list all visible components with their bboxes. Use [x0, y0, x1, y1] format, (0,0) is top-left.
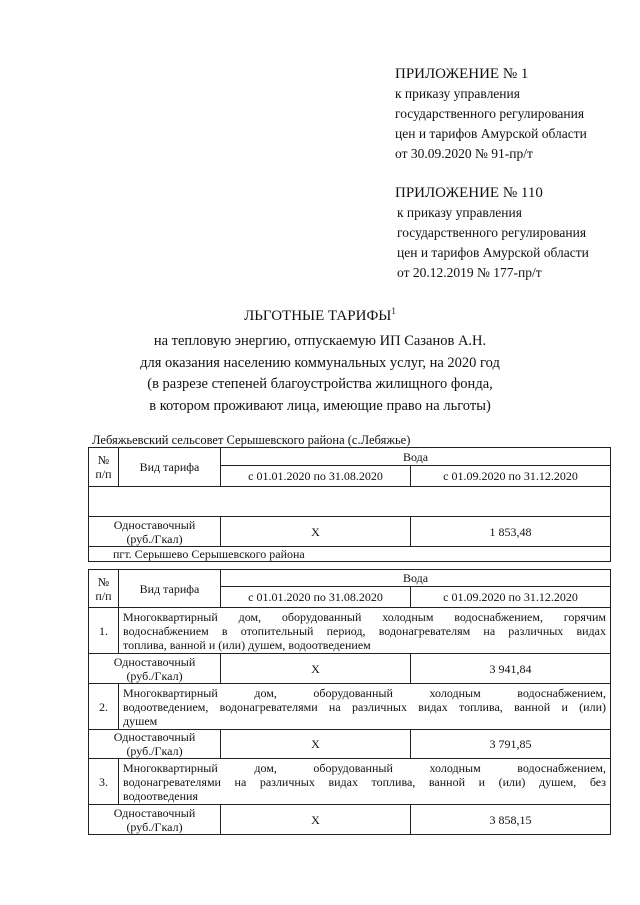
period1-value: Х: [221, 805, 411, 835]
period2-value: 1 853,48: [411, 517, 611, 547]
appendix-current: [395, 64, 587, 164]
table-row: [89, 805, 611, 835]
appendix-original-line: от 20.12.2019 № 177-пр/т: [397, 265, 542, 280]
tariff-type-cell: Одноставочный (руб./Гкал): [89, 654, 221, 684]
settlement-lebyazhye: Лебяжьевский сельсовет Серышевского района (с.Лебяжье): [92, 433, 411, 447]
header-num: № п/п: [89, 570, 119, 608]
header-tariff-type: Вид тарифа: [119, 448, 221, 487]
appendix-current-line: цен и тарифов Амурской области: [395, 126, 587, 141]
appendix-original: [395, 183, 589, 283]
appendix-current-line: к приказу управления: [395, 86, 520, 101]
settlement-seryshevo: пгт. Серышево Серышевского района: [89, 547, 611, 562]
period2-value: 3 791,85: [411, 730, 611, 759]
header-period1: с 01.01.2020 по 31.08.2020: [221, 587, 411, 608]
housing-description: Многоквартирный дом, оборудованный холодным водоснабжением, водонагревателями на различных видах топлива, ванной и (или) душем, без водоотведения: [119, 759, 611, 805]
tariff-table-lebyazhye: [88, 447, 611, 562]
appendix-original-line: цен и тарифов Амурской области: [397, 245, 589, 260]
header-water: Вода: [221, 570, 611, 587]
document-subtitle: [0, 331, 640, 417]
table-row: [89, 517, 611, 547]
period1-value: Х: [221, 730, 411, 759]
period1-value: Х: [221, 517, 411, 547]
header-water: Вода: [221, 448, 611, 466]
period2-value: 3 858,15: [411, 805, 611, 835]
tariff-type-cell: Одноставочный (руб./Гкал): [89, 517, 221, 547]
empty-description-row: [89, 487, 611, 517]
header-tariff-type: Вид тарифа: [119, 570, 221, 608]
housing-description: Многоквартирный дом, оборудованный холодным водоснабжением, горячим водоснабжением в отопительный период, водонагревателям на различных видах топлива, ванной и (или) душем, водоотведением: [119, 608, 611, 654]
subtitle-line: для оказания населению коммунальных услуг, на 2020 год: [140, 354, 500, 371]
document-title-text: ЛЬГОТНЫЕ ТАРИФЫ: [244, 308, 392, 324]
header-num: № п/п: [89, 448, 119, 487]
row-num: 2.: [89, 684, 119, 730]
document-title: [0, 306, 640, 325]
period2-value: 3 941,84: [411, 654, 611, 684]
appendix-current-line: государственного регулирования: [395, 106, 585, 121]
table-row: [89, 684, 611, 730]
header-period2: с 01.09.2020 по 31.12.2020: [411, 587, 611, 608]
tariff-table-seryshevo: [88, 569, 611, 835]
subtitle-line: (в разрезе степеней благоустройства жилищного фонда,: [147, 376, 493, 392]
table-row: [89, 759, 611, 805]
appendix-current-line: от 30.09.2020 № 91-пр/т: [395, 146, 533, 161]
tariff-type-cell: Одноставочный (руб./Гкал): [89, 730, 221, 759]
appendix-original-line: государственного регулирования: [397, 225, 587, 240]
housing-description: Многоквартирный дом, оборудованный холодным водоснабжением, водоотведением, водонагревателями на различных видах топлива, ванной и (или) душем: [119, 684, 611, 730]
header-period2: с 01.09.2020 по 31.12.2020: [411, 466, 611, 487]
subtitle-line: в котором проживают лица, имеющие право на льготы): [149, 397, 491, 414]
appendix-current-heading: ПРИЛОЖЕНИЕ № 1: [395, 66, 529, 82]
period1-value: Х: [221, 654, 411, 684]
appendix-original-heading: ПРИЛОЖЕНИЕ № 110: [395, 185, 543, 201]
table-row: [89, 654, 611, 684]
appendix-original-line: к приказу управления: [397, 205, 522, 220]
row-num: 3.: [89, 759, 119, 805]
footnote-mark: 1: [391, 306, 396, 316]
table-row: [89, 608, 611, 654]
tariff-type-cell: Одноставочный (руб./Гкал): [89, 805, 221, 835]
row-num: 1.: [89, 608, 119, 654]
subtitle-line: на тепловую энергию, отпускаемую ИП Сазанов А.Н.: [153, 333, 487, 349]
table-row: [89, 730, 611, 759]
header-period1: с 01.01.2020 по 31.08.2020: [221, 466, 411, 487]
